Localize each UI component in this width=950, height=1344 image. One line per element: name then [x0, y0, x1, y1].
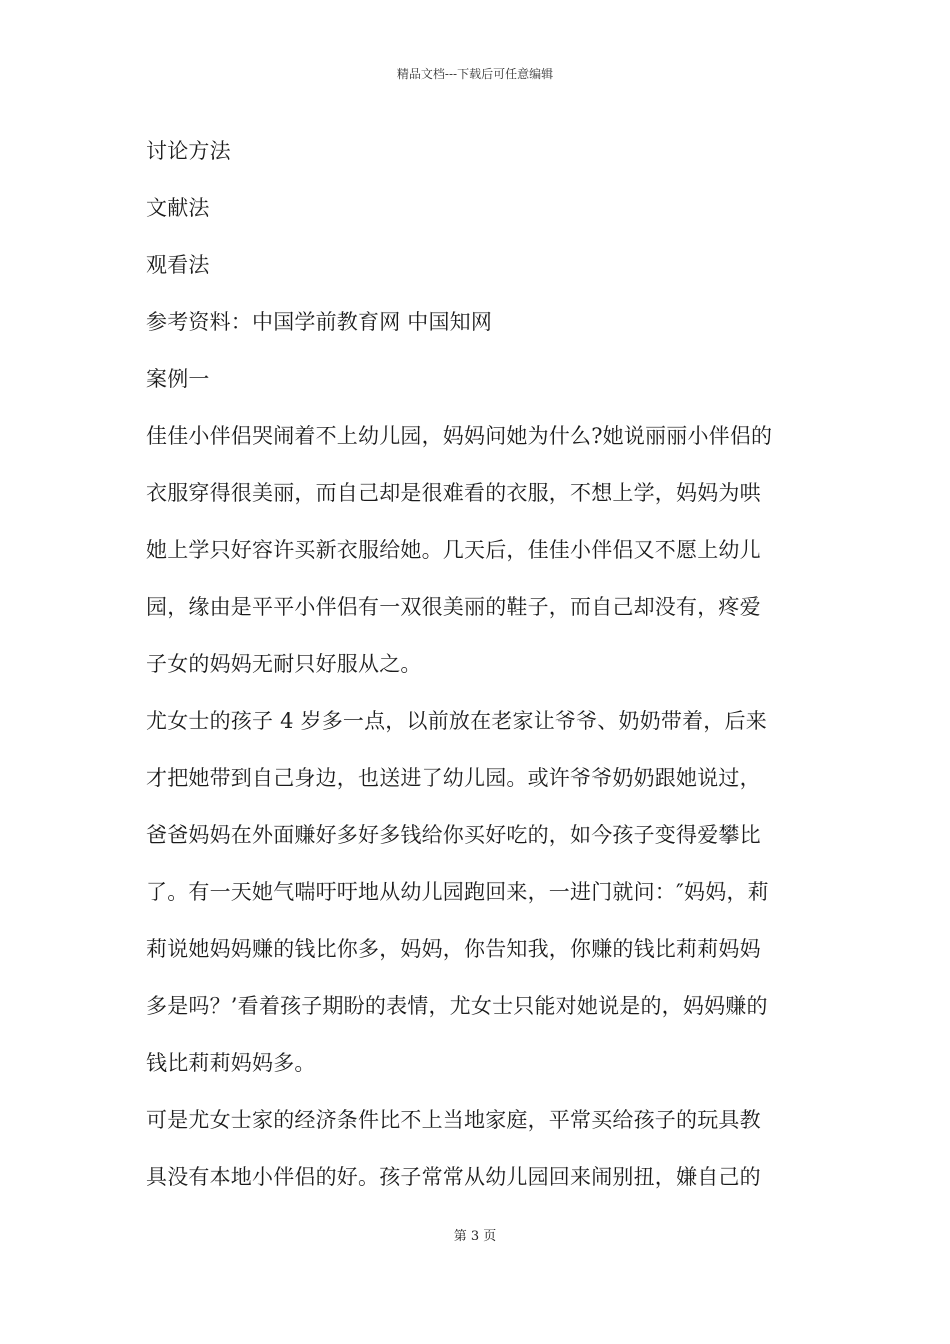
paragraph-line: 多是吗？’看着孩子期盼的表情，尤女士只能对她说是的，妈妈赚的: [146, 994, 768, 1018]
page-number: 第 3 页: [453, 1229, 497, 1244]
page-header: 精品文档---下载后可任意编辑: [396, 67, 554, 81]
references-line: 参考资料：中国学前教育网 中国知网: [146, 310, 493, 334]
method-observation: 观看法: [146, 253, 210, 277]
heading-discussion-method: 讨论方法: [146, 139, 231, 163]
method-literature: 文献法: [146, 196, 210, 220]
paragraph-line: 钱比莉莉妈妈多。: [146, 1051, 316, 1075]
paragraph-line: 爸爸妈妈在外面赚好多好多钱给你买好吃的，如今孩子变得爱攀比: [146, 823, 761, 847]
paragraph-line: 具没有本地小伴侣的好。孩子常常从幼儿园回来闹别扭，嫌自己的: [146, 1165, 761, 1189]
paragraph-line: 园，缘由是平平小伴侣有一双很美丽的鞋子，而自己却没有，疼爱: [146, 595, 761, 619]
paragraph-line: 莉说她妈妈赚的钱比你多，妈妈，你告知我，你赚的钱比莉莉妈妈: [146, 937, 761, 961]
paragraph-line: 佳佳小伴侣哭闹着不上幼儿园，妈妈问她为什么?她说丽丽小伴侣的: [146, 424, 773, 448]
paragraph-line: 才把她带到自己身边，也送进了幼儿园。或许爷爷奶奶跟她说过，: [146, 766, 761, 790]
paragraph-line: 尤女士的孩子 4 岁多一点，以前放在老家让爷爷、奶奶带着，后来: [146, 709, 767, 733]
paragraph-line: 衣服穿得很美丽，而自己却是很难看的衣服，不想上学，妈妈为哄: [146, 481, 761, 505]
paragraph-line: 子女的妈妈无耐只好服从之。: [146, 652, 422, 676]
case-one-heading: 案例一: [146, 367, 210, 391]
paragraph-line: 了。有一天她气喘吁吁地从幼儿园跑回来，一进门就问：″妈妈，莉: [146, 880, 769, 904]
paragraph-line: 可是尤女士家的经济条件比不上当地家庭，平常买给孩子的玩具教: [146, 1108, 761, 1132]
paragraph-line: 她上学只好容许买新衣服给她。几天后，佳佳小伴侣又不愿上幼儿: [146, 538, 761, 562]
